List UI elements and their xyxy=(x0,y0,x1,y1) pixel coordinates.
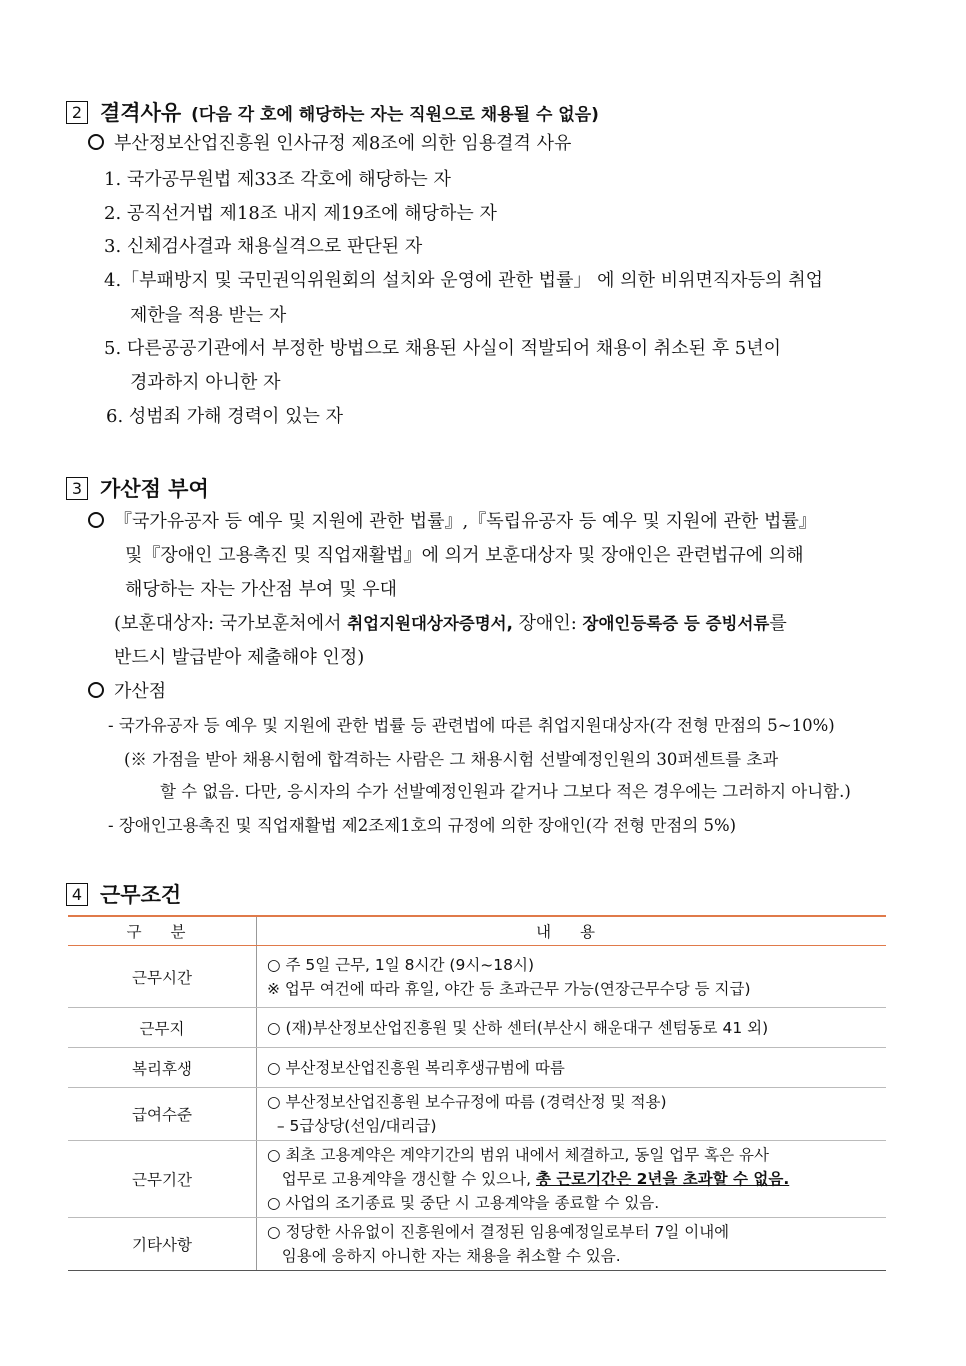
section-3-heading xyxy=(66,473,209,503)
row-content: ○ 주 5일 근무, 1일 8시간 (9시~18시) ※ 업무 여건에 따라 휴일, 야간 등 초과근무 가능(연장근무수당 등 지급) xyxy=(257,946,887,1008)
sec2-item: 1. 국가공무원법 제33조 각호에 해당하는 자 xyxy=(104,169,451,190)
sec2-item-cont: 경과하지 아니한 자 xyxy=(130,372,281,393)
section-number-box: 3 xyxy=(66,477,88,500)
sec3-para-line: 해당하는 자는 가산점 부여 및 우대 xyxy=(125,579,398,600)
table-row xyxy=(68,946,886,1008)
sec3-evidence-note: (보훈대상자: 국가보훈처에서 취업지원대상자증명서, 장애인: 장애인등록증 등 증빙서류를 xyxy=(114,613,787,634)
row-content: ○ 부산정보산업진흥원 복리후생규범에 따름 xyxy=(257,1048,887,1088)
sec3-para-line: 및『장애인 고용촉진 및 직업재활법』에 의거 보훈대상자 및 장애인은 관련법규에 의해 xyxy=(125,545,804,566)
sec3-bonus-heading: 가산점 xyxy=(88,679,166,705)
row-content: ○ 부산정보산업진흥원 보수규정에 따름 (경력산정 및 적용) – 5급상당(선임/대리급) xyxy=(257,1088,887,1141)
sec3-note-cont: 할 수 없음. 다만, 응시자의 수가 선발예정인원과 같거나 그보다 적은 경우에는 그러하지 아니함.) xyxy=(160,782,851,801)
row-category: 복리후생 xyxy=(68,1048,257,1088)
row-content: ○ 최초 고용계약은 계약기간의 범위 내에서 체결하고, 동일 업무 혹은 유사 업무로 고용계약을 갱신할 수 있으나, 총 근로기간은 2년을 초과할 수 없음. ○ 사업의 조기종료 및 중단 시 고용계약을 종료할 수 있음. xyxy=(257,1141,887,1218)
sec2-item: 3. 신체검사결과 채용실격으로 판단된 자 xyxy=(104,236,423,257)
table-row xyxy=(68,1141,886,1218)
table-header-row xyxy=(68,916,886,946)
emphasis-text: 총 근로기간은 2년을 초과할 수 없음. xyxy=(535,1170,790,1188)
sec3-evidence-note-cont: 반드시 발급받아 제출해야 인정) xyxy=(114,647,365,668)
sec3-note: (※ 가점을 받아 채용시험에 합격하는 사람은 그 채용시험 선발예정인원의 30퍼센트를 초과 xyxy=(124,750,779,769)
circle-bullet-icon xyxy=(88,134,104,150)
table-row xyxy=(68,1218,886,1271)
sec2-item-cont: 제한을 적용 받는 자 xyxy=(130,305,287,326)
section-4-heading xyxy=(66,879,181,909)
row-content: ○ 정당한 사유없이 진흥원에서 결정된 임용예정일로부터 7일 이내에 임용에 응하지 아니한 자는 채용을 취소할 수 있음. xyxy=(257,1218,887,1271)
section-title: 가산점 부여 xyxy=(100,477,209,501)
sec2-intro: 부산정보산업진흥원 인사규정 제8조에 의한 임용결격 사유 xyxy=(88,131,571,157)
sec3-bonus-item: - 국가유공자 등 예우 및 지원에 관한 법률 등 관련법에 따른 취업지원대상자(각 전형 만점의 5~10%) xyxy=(108,716,835,735)
circle-bullet-icon xyxy=(88,682,104,698)
sec2-item: 4.「부패방지 및 국민권익위원회의 설치와 운영에 관한 법률」 에 의한 비위면직자등의 취업 xyxy=(104,270,823,291)
sec3-bonus-item: - 장애인고용촉진 및 직업재활법 제2조제1호의 규정에 의한 장애인(각 전형 만점의 5%) xyxy=(108,816,737,835)
section-title: 결격사유 xyxy=(100,101,182,125)
section-2-heading xyxy=(66,97,599,127)
sec2-item: 5. 다른공공기관에서 부정한 방법으로 채용된 사실이 적발되어 채용이 취소된 후 5년이 xyxy=(104,338,782,359)
row-category: 근무기간 xyxy=(68,1141,257,1218)
row-category: 근무지 xyxy=(68,1008,257,1048)
row-category: 기타사항 xyxy=(68,1218,257,1271)
sec3-para-line: 『국가유공자 등 예우 및 지원에 관한 법률』,『독립유공자 등 예우 및 지원에 관한 법률』 xyxy=(88,509,817,535)
table-row xyxy=(68,1088,886,1141)
sec2-item: 2. 공직선거법 제18조 내지 제19조에 해당하는 자 xyxy=(104,203,497,224)
table-row xyxy=(68,1048,886,1088)
row-category: 근무시간 xyxy=(68,946,257,1008)
section-subtitle: (다음 각 호에 해당하는 자는 직원으로 채용될 수 없음) xyxy=(191,104,599,125)
work-conditions-table xyxy=(68,915,886,1271)
section-title: 근무조건 xyxy=(100,883,182,907)
row-category: 급여수준 xyxy=(68,1088,257,1141)
header-category: 구 분 xyxy=(68,916,257,946)
sec2-item: 6. 성범죄 가해 경력이 있는 자 xyxy=(106,406,344,427)
section-number-box: 2 xyxy=(66,101,88,124)
circle-bullet-icon xyxy=(88,512,104,528)
row-content: ○ (재)부산정보산업진흥원 및 산하 센터(부산시 해운대구 센텀동로 41 외) xyxy=(257,1008,887,1048)
table-row xyxy=(68,1008,886,1048)
section-number-box: 4 xyxy=(66,883,88,906)
header-content: 내 용 xyxy=(257,916,887,946)
